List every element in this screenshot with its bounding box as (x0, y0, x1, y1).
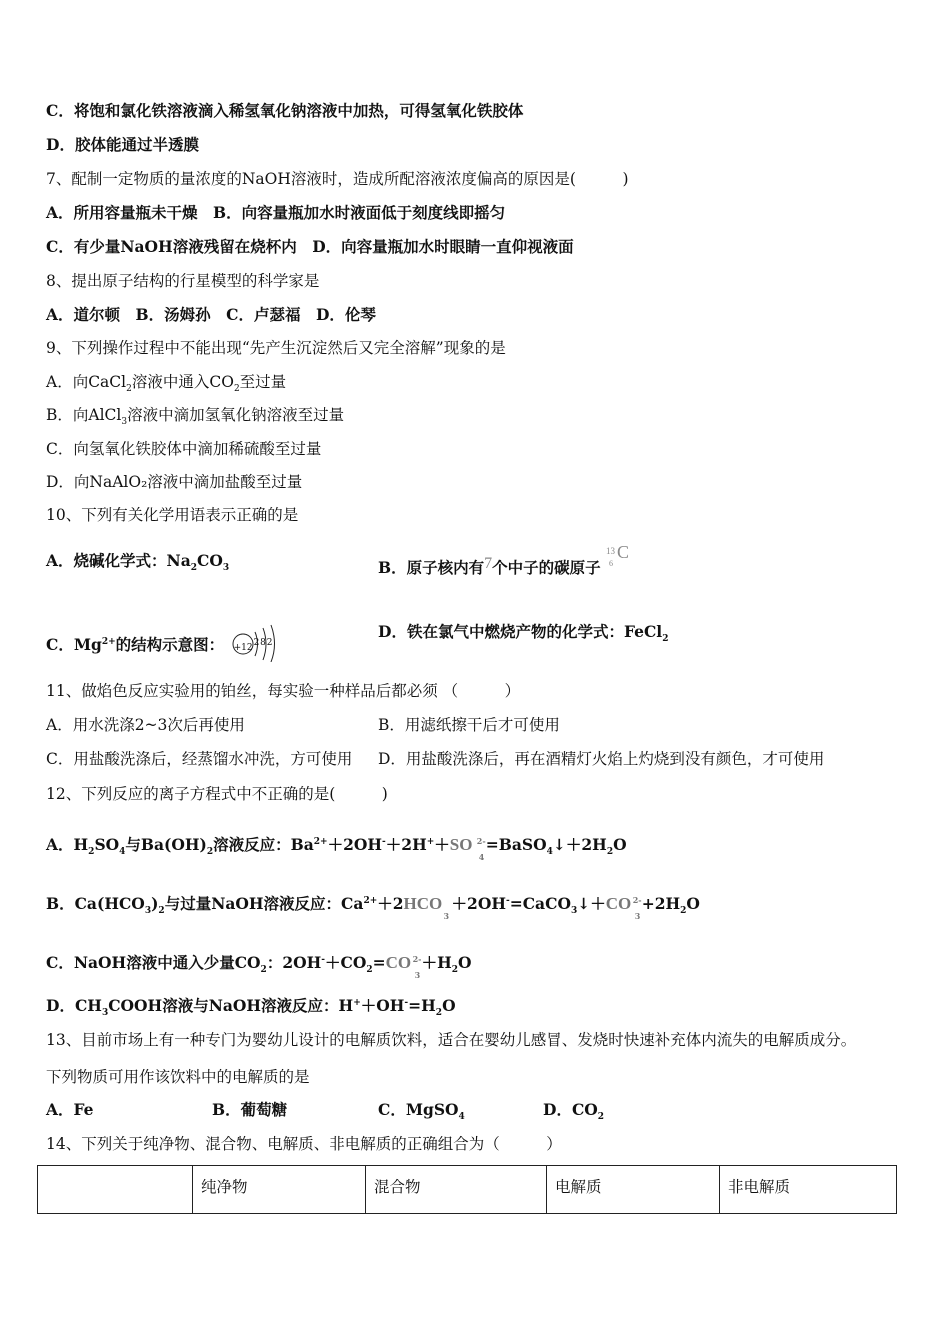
question-11: 11、做焰色反应实验用的铂丝，每实验一种样品后都必须 （ ） (46, 682, 521, 700)
q12-option-a: A．$H_2SO_4$与$Ba(OH)_2$溶液反应：$Ba^{2+}+2OH^-+2H^++$ SO 2- 4 $=BaSO_4↓+2H_2O$ (46, 831, 627, 861)
q11-option-c: C．用盐酸洗涤后，经蒸馏水冲洗，方可使用 (46, 750, 353, 768)
q12-option-c: C．NaOH溶液中通入少量$CO_2$：$2OH^-+CO_2=$ CO 2- 3 $+H_2O$ (46, 949, 472, 979)
question-8: 8、提出原子结构的行星模型的科学家是 (46, 272, 320, 290)
table-header-row (38, 1166, 897, 1214)
q9-option-c: C．向氢氧化铁胶体中滴加稀硫酸至过量 (46, 440, 322, 458)
option-6c: C．将饱和氯化铁溶液滴入稀氢氧化钠溶液中加热，可得氢氧化铁胶体 (46, 101, 524, 120)
q11-option-b: B．用滤纸擦干后才可使用 (378, 716, 560, 734)
mg-ion-structure-diagram: +12 2 8 2 (230, 622, 282, 662)
carbonate-ion-image: CO 2- 3 (385, 953, 422, 980)
q9-option-b: B．向AlCl$_3$溶液中滴加氢氧化钠溶液至过量 (46, 406, 345, 428)
question-14: 14、下列关于纯净物、混合物、电解质、非电解质的正确组合为（ ） (46, 1135, 562, 1153)
q13-option-b: B．葡萄糖 (212, 1100, 288, 1119)
q10-option-b: B．原子核内有7个中子的碳原子 13 6 C (378, 551, 636, 579)
carbonate-ion-image: CO 2- 3 (605, 894, 642, 921)
table-header-cell (38, 1166, 193, 1214)
q10-option-d: D．铁在氯气中燃烧产物的化学式：FeCl$_2$ (378, 622, 669, 645)
option-6d: D．胶体能通过半透膜 (46, 135, 199, 154)
q9-option-a: A．向CaCl$_2$溶液中通入$CO_2$至过量 (46, 373, 287, 395)
q13-option-c: C．MgSO$_4$ (378, 1100, 465, 1123)
question-13: 13、目前市场上有一种专门为婴幼儿设计的电解质饮料，适合在婴幼儿感冒、发烧时快速补充体内流失的电解质成分。 (46, 1031, 857, 1049)
q13-option-d: D．$CO_2$ (543, 1100, 605, 1123)
question-7: 7、配制一定物质的量浓度的NaOH溶液时，造成所配溶液浓度偏高的原因是( ) (46, 170, 629, 188)
q11-option-a: A．用水洗涤2~3次后再使用 (46, 716, 245, 734)
q7-options-cd: C．有少量NaOH溶液残留在烧杯内 D．向容量瓶加水时眼睛一直仰视液面 (46, 237, 574, 256)
question-10: 10、下列有关化学用语表示正确的是 (46, 506, 299, 524)
q12-option-b: B．$Ca(HCO_3)_2$与过量NaOH溶液反应：$Ca^{2+}+2$ HCO 3 ＋2OH-=CaCO$_3$↓＋ CO 2- 3 $+2H_2O$ (46, 890, 700, 920)
q14-table (37, 1165, 897, 1214)
q9-option-d: D．向NaAlO₂溶液中滴加盐酸至过量 (46, 473, 303, 491)
table-header-cell: 电解质 (547, 1166, 720, 1214)
question-9: 9、下列操作过程中不能出现“先产生沉淀然后又完全溶解”现象的是 (46, 339, 506, 357)
q10-option-c: C．$Mg^{2+}$的结构示意图： +12 2 8 2 (46, 622, 282, 662)
q7-options-ab: A．所用容量瓶未干燥 B．向容量瓶加水时液面低于刻度线即摇匀 (46, 203, 506, 222)
q13-option-a: A．Fe (46, 1100, 94, 1119)
table-header-cell: 非电解质 (720, 1166, 897, 1214)
q11-option-d: D．用盐酸洗涤后，再在酒精灯火焰上灼烧到没有颜色，才可使用 (378, 750, 825, 768)
bicarbonate-ion-image: HCO 3 (403, 894, 450, 921)
question-13-cont: 下列物质可用作该饮料中的电解质的是 (46, 1068, 310, 1086)
question-12: 12、下列反应的离子方程式中不正确的是( ) (46, 785, 388, 803)
table-header-cell: 混合物 (366, 1166, 547, 1214)
carbon-isotope-notation: 13 6 C (606, 542, 630, 568)
q10-option-a: A．烧碱化学式：$Na_2CO_3$ (46, 551, 230, 574)
q12-option-d: D．$CH_3COOH$溶液与NaOH溶液反应：$H^++OH^-=H_2O$ (46, 996, 456, 1019)
q8-options: A．道尔顿 B．汤姆孙 C．卢瑟福 D．伦琴 (46, 305, 376, 324)
table-header-cell: 纯净物 (193, 1166, 366, 1214)
sulfate-ion-image: SO 2- 4 (449, 835, 486, 862)
